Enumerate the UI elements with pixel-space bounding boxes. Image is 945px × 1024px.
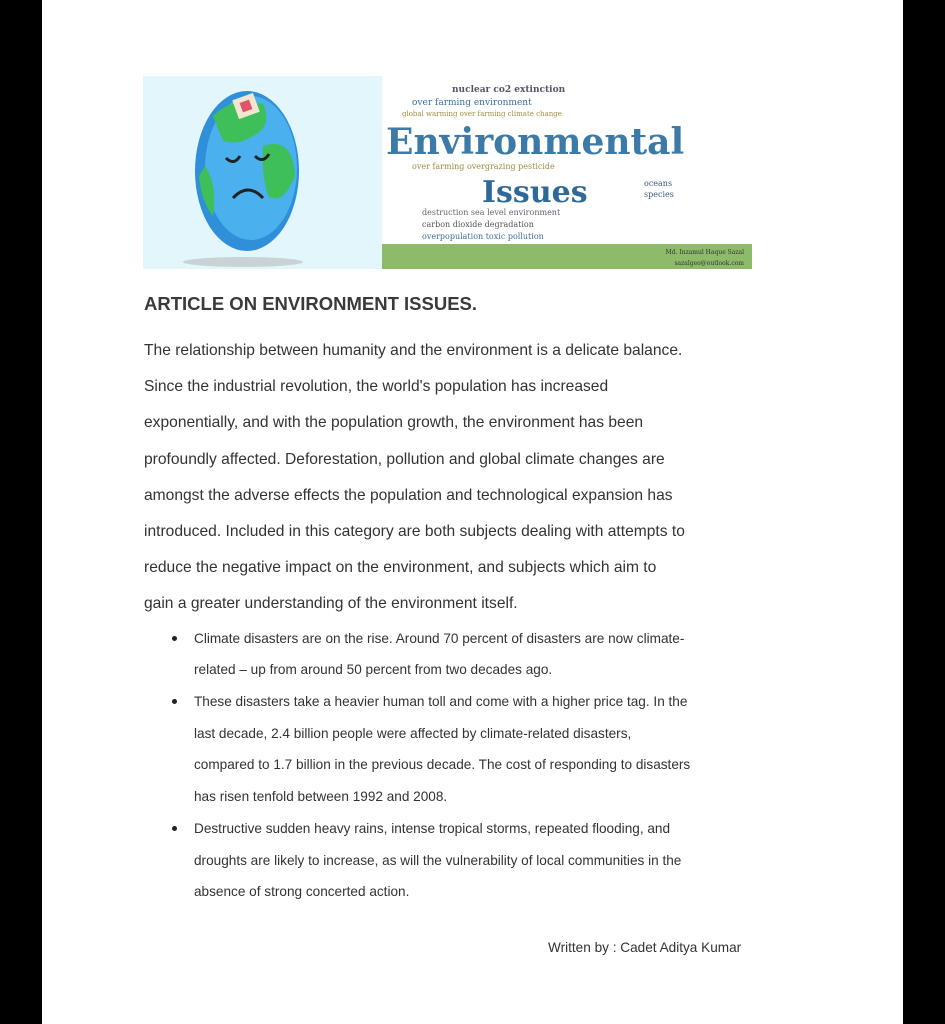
svg-text:destruction sea level enviro: destruction sea level environment [422,208,561,217]
article-title: ARTICLE ON ENVIRONMENT ISSUES. [144,293,478,314]
svg-text:carbon dioxide degradation: carbon dioxide degradation [422,220,534,229]
svg-text:sazalgeo@outlook.com: sazalgeo@outlook.com [674,260,744,267]
bullet-icon [172,636,177,641]
paragraph-line: amongst the adverse effects the population and technological expansion has [144,486,673,504]
svg-text:Environmental: Environmental [386,121,685,163]
paragraph-line: introduced. Included in this category are both subjects dealing with attempts to [144,523,685,541]
header-image [143,76,752,269]
sad-earth-image [143,76,382,269]
bullet-item: These disasters take a heavier human toll and come with a higher price tag. In the last decade, 2.4 billion people were affected by climate-related disasters, compared to 1.7 billion in the previous decade. The cost of responding to disasters has risen tenfold between 1992 and 2008. [144,686,864,813]
paragraph-line: exponentially, and with the population growth, the environment has been [144,414,644,432]
paragraph-line: gain a greater understanding of the environment itself. [144,595,518,613]
bullet-item: Climate disasters are on the rise. Around 70 percent of disasters are now climate- related – up from around 50 percent from two decades ago. [144,623,864,686]
bullet-list [144,623,864,908]
svg-text:overpopulation toxic polluti: overpopulation toxic pollution [422,232,544,241]
svg-text:species: species [644,190,674,199]
svg-text:Issues: Issues [482,175,588,210]
paragraph-line: profoundly affected. Deforestation, pollution and global climate changes are [144,450,665,468]
word-cloud-image [382,76,752,269]
paragraph-line: Since the industrial revolution, the world's population has increased [144,378,609,396]
document-page [42,0,903,1024]
svg-text:Md. Inzamul Haque Sazal: Md. Inzamul Haque Sazal [665,249,744,256]
author-signature: Written by : Cadet Aditya Kumar [548,939,742,955]
paragraph-line: reduce the negative impact on the environment, and subjects which aim to [144,559,657,577]
article-paragraph [144,333,864,623]
bullet-icon [172,699,177,704]
article-body [144,292,864,958]
sad-bandaged-earth-icon [143,76,382,269]
bullet-item: Destructive sudden heavy rains, intense tropical storms, repeated flooding, and droughts are likely to increase, as will the vulnerability of local communities in the absence of strong concerted action. [144,813,864,908]
paragraph-line: The relationship between humanity and the environment is a delicate balance. [144,342,683,359]
svg-text:over farming environment: over farming environment [412,98,532,108]
bullet-icon [172,826,177,831]
svg-text:oceans: oceans [644,179,673,188]
svg-text:nuclear co2 extinction: nuclear co2 extinction [452,85,566,95]
svg-text:global warming over farming c: global warming over farming climate change [402,110,562,118]
svg-text:over farming overgrazing pest: over farming overgrazing pesticide [412,162,555,171]
